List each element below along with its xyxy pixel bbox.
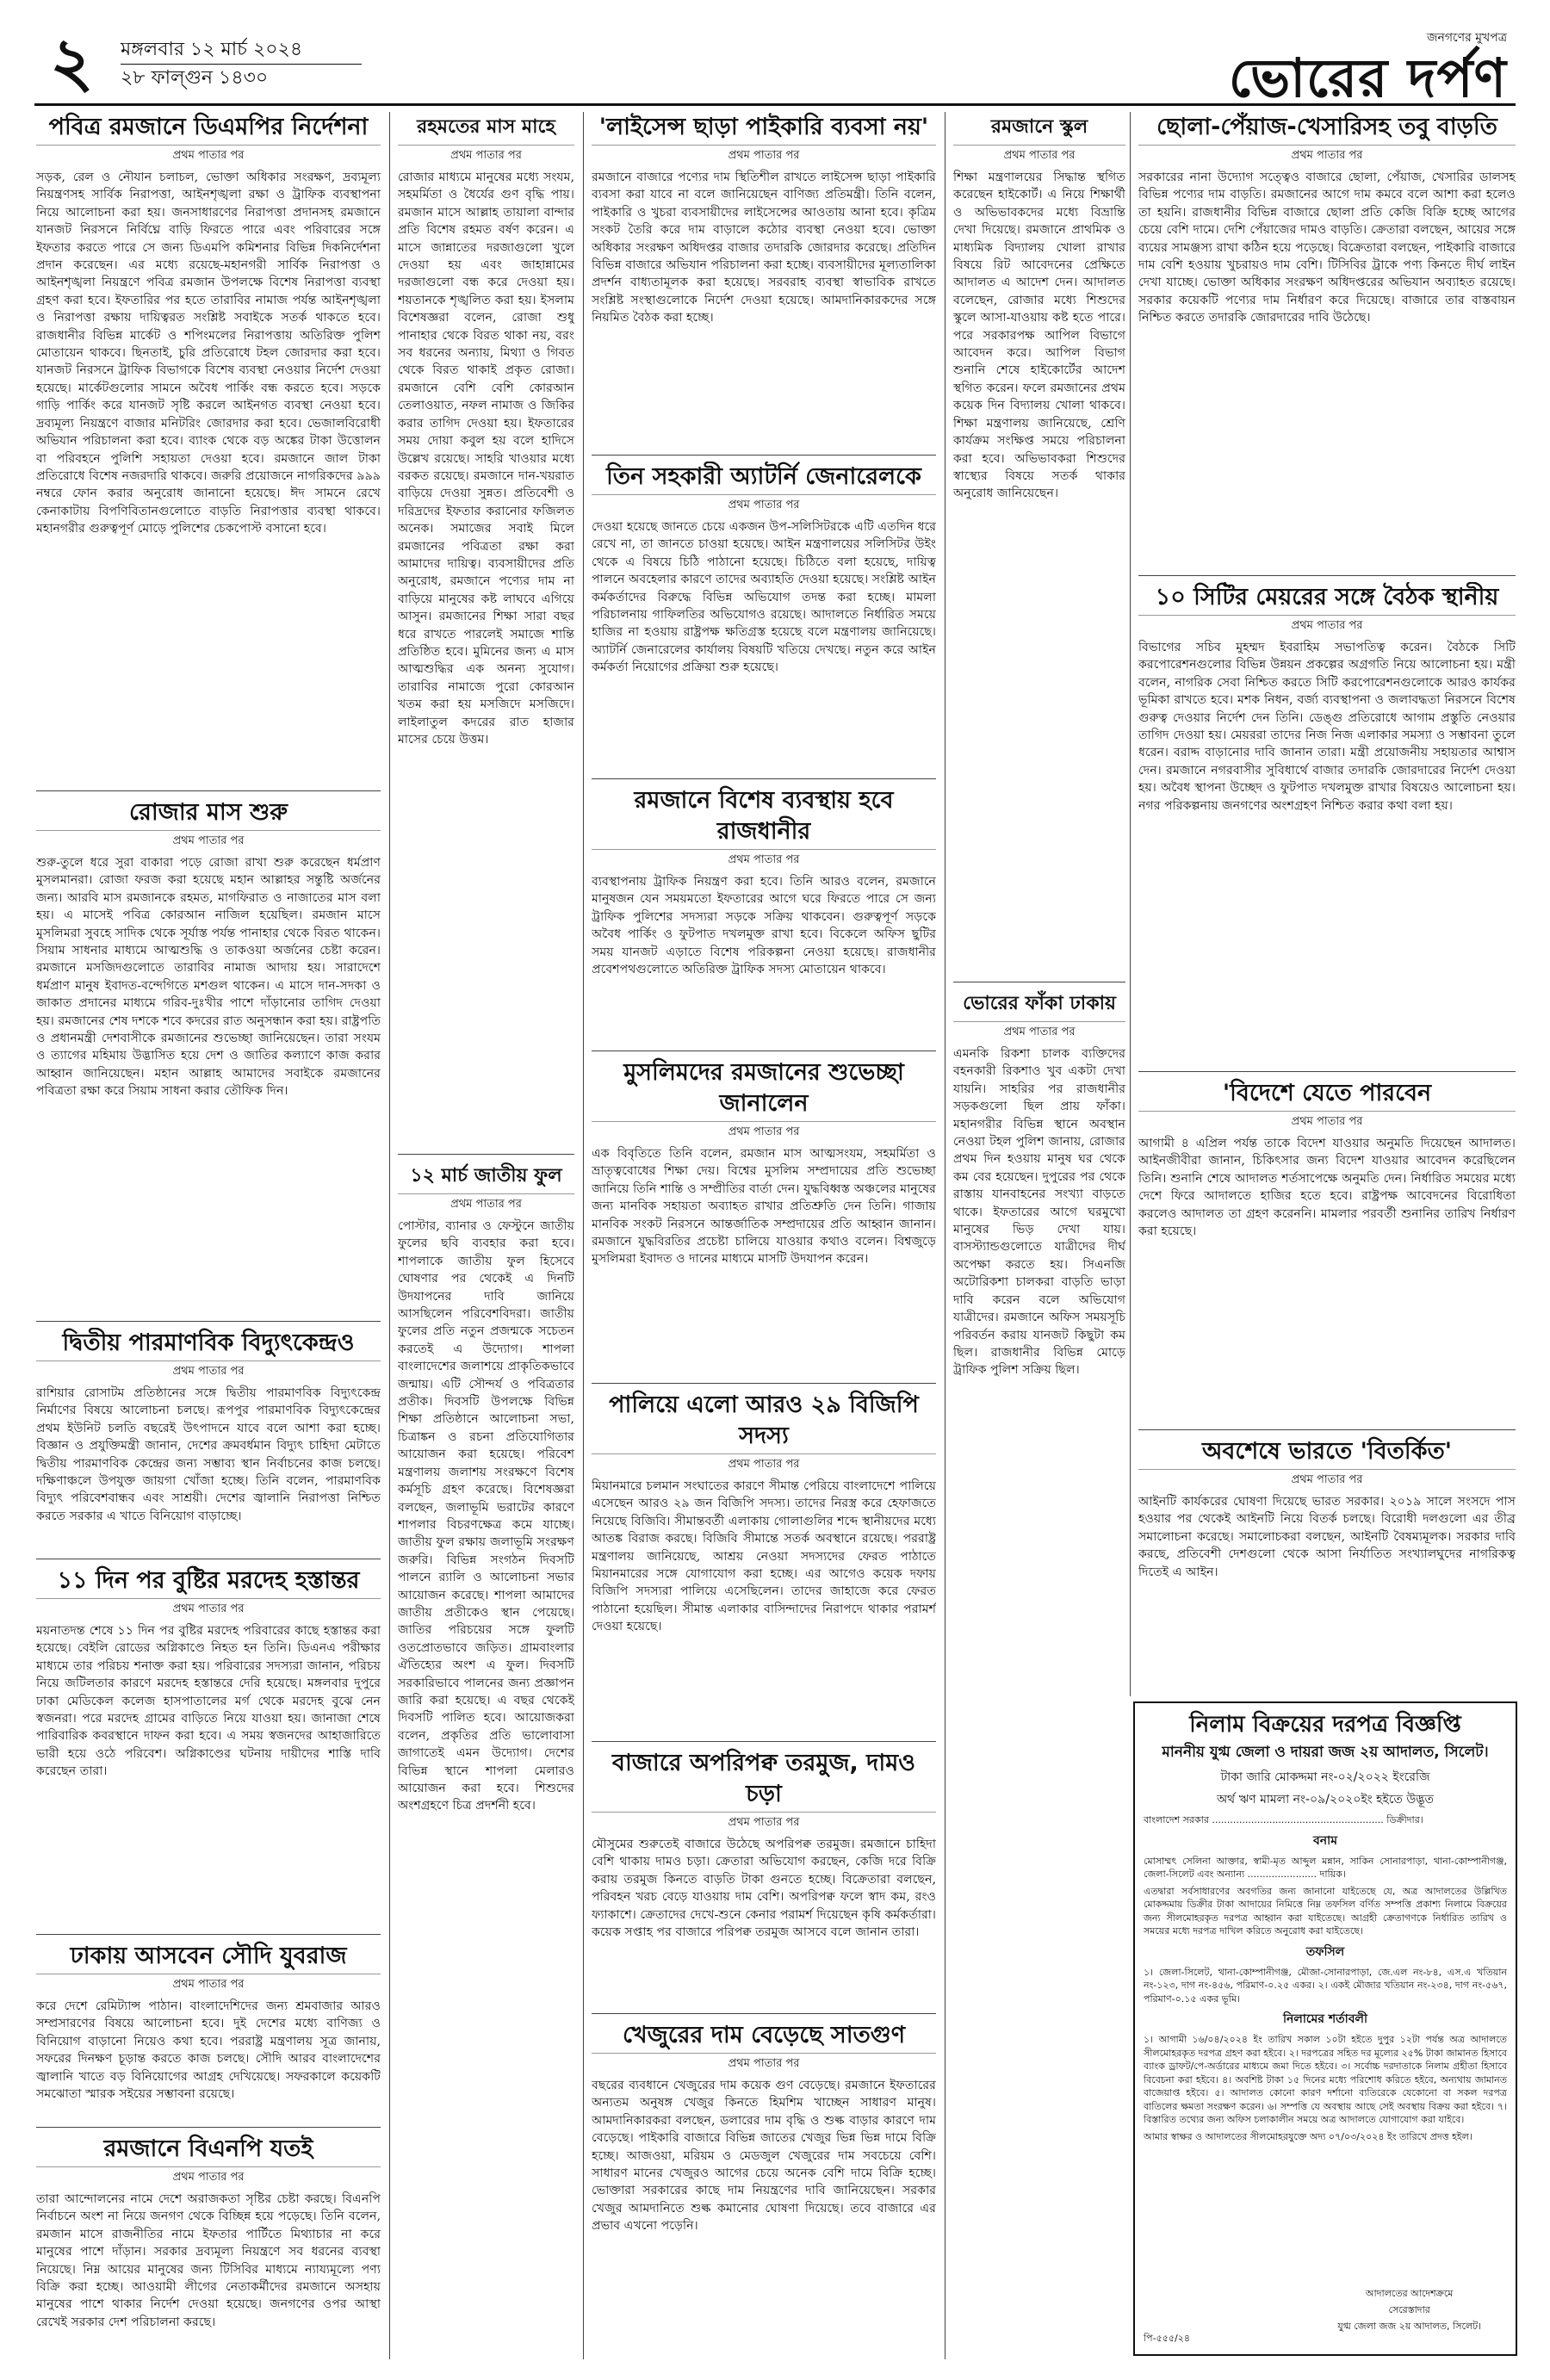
article-watermelon xyxy=(592,1748,936,2006)
headline: ১১ দিন পর বুষ্টির মরদেহ হস্তান্তর xyxy=(36,1565,381,1599)
continued-label: প্রথম পাতার পর xyxy=(172,149,245,162)
auction-notice xyxy=(1133,1701,1517,2356)
headline: 'বিদেশে যেতে পারবেন xyxy=(1138,1078,1516,1112)
article-license-wholesale xyxy=(592,112,936,448)
headline: 'লাইসেন্স ছাড়া পাইকারি ব্যবসা নয়' xyxy=(592,112,936,146)
notice-schedule-title: তফসিল xyxy=(1305,1944,1345,1959)
article-travel-abroad xyxy=(1138,1078,1516,1422)
article-body: বছরের ব্যবধানে খেজুরের দাম কয়েক গুণ বেড়েছে। রমজানে ইফতারের অন্যতম অনুষঙ্গ খেজুর কিনতে হিমশিম খাচ্ছেন সাধারণ মানুষ। আমদানিকারকরা বলছেন, ডলারের দাম বৃদ্ধি ও শুল্ক বাড়ার কারণে দাম বেড়েছে। পাইকারি বাজারে বিভিন্ন জাতের খেজুর ভিন্ন ভিন্ন দামে বিক্রি হচ্ছে। আজওয়া, মরিয়ম ও মেডজুল খেজুরের দাম সবচেয়ে বেশি। সাধারণ মানের খেজুরও আগের চেয়ে অনেক বেশি দামে বিক্রি হচ্ছে। ভোক্তারা সরকারের কাছে দাম নিয়ন্ত্রণের দাবি জানিয়েছেন। সরকার খেজুর আমদানিতে শুল্ক কমানোর ঘোষণা দিয়েছে। তবে বাজারে এর প্রভাব এখনো পড়েনি। xyxy=(592,2079,936,2234)
headline: রমজানে স্কুল xyxy=(953,112,1125,146)
article-body: মিয়ানমারে চলমান সংঘাতের কারণে সীমান্ত পেরিয়ে বাংলাদেশে পালিয়ে এসেছেন আরও ২৯ জন বিজিপি সদস্য। তাদের নিরস্ত্র করে হেফাজতে নিয়েছে বিজিবি। সীমান্তবর্তী এলাকায় গোলাগুলির শব্দে স্থানীয়দের মধ্যে আতঙ্ক বিরাজ করছে। বিজিবি সীমান্তে সতর্ক অবস্থানে রয়েছে। পররাষ্ট্র মন্ত্রণালয় জানিয়েছে, আশ্রয় নেওয়া সদস্যদের ফেরত পাঠাতে মিয়ানমারের সঙ্গে যোগাযোগ করা হচ্ছে। এর আগেও কয়েক দফায় বিজিপি সদস্যরা পালিয়ে এসেছিলেন। তাদের জাহাজে করে ফেরত পাঠানো হয়েছিল। সীমান্ত এলাকার বাসিন্দাদের নিরাপদে থাকার পরামর্শ দেওয়া হয়েছে। xyxy=(592,1479,936,1634)
article-body: রমজানে বাজারে পণ্যের দাম স্থিতিশীল রাখতে লাইসেন্স ছাড়া পাইকারি ব্যবসা করা যাবে না বলে জানিয়েছেন বাণিজ্য প্রতিমন্ত্রী। তিনি বলেন, পাইকারি ও খুচরা ব্যবসায়ীদের লাইসেন্সের আওতায় আনা হবে। কৃত্রিম সংকট তৈরি করে দাম বাড়ালে কঠোর ব্যবস্থা নেওয়া হবে। ভোক্তা অধিকার সংরক্ষণ অধিদপ্তর বাজার তদারকি জোরদার করেছে। প্রতিদিন বিভিন্ন বাজারে অভিযান পরিচালনা করা হচ্ছে। ব্যবসায়ীদের মূল্যতালিকা প্রদর্শন বাধ্যতামূলক করা হয়েছে। সরবরাহ ব্যবস্থা স্বাভাবিক রাখতে সংশ্লিষ্ট সংস্থাগুলোকে নির্দেশ দেওয়া হয়েছে। আমদানিকারকদের সঙ্গে নিয়মিত বৈঠক করা হচ্ছে। xyxy=(592,170,936,325)
headline: পালিয়ে এলো আরও ২৯ বিজিপি সদস্য xyxy=(592,1390,936,1454)
continued-label: প্রথম পাতার পর xyxy=(172,1365,245,1378)
article-national-flower xyxy=(398,1161,574,2358)
headline: দ্বিতীয় পারমাণবিক বিদ্যুৎকেন্দ্রও xyxy=(36,1328,381,1361)
continued-label: প্রথম পাতার পর xyxy=(172,1602,245,1615)
date-bangla: ২৮ ফাল্গুন ১৪৩০ xyxy=(121,67,269,89)
continued-label: প্রথম পাতার পর xyxy=(1291,1473,1363,1486)
notice-party: বাংলাদেশ সরকার ......................................................... ডিক্রীদার। xyxy=(1144,1814,1423,1825)
notice-conditions-title: নিলামের শর্তাবলী xyxy=(1283,2012,1367,2026)
article-bgp-members xyxy=(592,1390,936,1734)
article-roza-month xyxy=(36,797,381,1314)
article-ramadan-school xyxy=(953,112,1125,973)
masthead-name: ভোরের দর্পণ xyxy=(1228,46,1507,109)
article-chickpea-onion xyxy=(1138,112,1516,568)
article-body: করে দেশে রেমিট্যান্স পাঠান। বাংলাদেশিদের জন্য শ্রমবাজার আরও সম্প্রসারণের বিষয়ে আলোচনা হবে। দুই দেশের মধ্যে বাণিজ্য ও বিনিয়োগ বাড়ানো নিয়েও কথা হবে। পররাষ্ট্র মন্ত্রণালয় সূত্র জানায়, সফরের দিনক্ষণ চূড়ান্ত করতে কাজ চলছে। সৌদি আরব বাংলাদেশের জ্বালানি খাতে বড় বিনিয়োগের আগ্রহ দেখিয়েছে। সফরকালে কয়েকটি সমঝোতা স্মারক সইয়ের সম্ভাবনা রয়েছে। xyxy=(36,1999,381,2102)
article-body: আইনটি কার্যকরের ঘোষণা দিয়েছে ভারত সরকার। ২০১৯ সালে সংসদে পাস হওয়ার পর থেকেই আইনটি নিয়ে বিতর্ক চলছে। বিরোধী দলগুলো এর তীব্র সমালোচনা করেছে। সমালোচকরা বলছেন, আইনটি বৈষম্যমূলক। সরকার দাবি করছে, প্রতিবেশী দেশগুলো থেকে আসা নির্যাতিত সংখ্যালঘুদের নাগরিকত্ব দিতেই এ আইন। xyxy=(1138,1495,1516,1579)
signatory-role: সেরেস্তাদার xyxy=(1388,2304,1430,2315)
article-body: মৌসুমের শুরুতেই বাজারে উঠেছে অপরিপক্ব তরমুজ। রমজানে চাহিদা বেশি থাকায় দামও চড়া। ক্রেতারা অভিযোগ করছেন, কেজি দরে বিক্রি করায় তরমুজ কিনতে বাড়তি টাকা গুনতে হচ্ছে। বিক্রেতারা বলছেন, পরিবহন খরচ বেড়ে যাওয়ায় দাম বেশি। অপরিপক্ব ফলে স্বাদ কম, রংও ফ্যাকাশে। ক্রেতাদের দেখে-শুনে কেনার পরামর্শ দিয়েছেন কৃষি কর্মকর্তারা। কয়েক সপ্তাহ পর বাজারে পরিপক্ব তরমুজ আসবে বলে জানান তারা। xyxy=(592,1838,936,1940)
headline: রহমতের মাস মাহে xyxy=(398,112,574,146)
article-india-controversial xyxy=(1138,1436,1516,1695)
notice-conditions: ১। আগামী ১৬/০৪/২০২৪ ইং তারিখ সকাল ১০টা হইতে দুপুর ১২টা পর্যন্ত অত্র আদালতে সীলমোহরকৃত দরপত্র গ্রহণ করা হইবে। ২। দরপত্রের সহিত দর মূল্যের ২৫% টাকা জামানত হিসাবে ব্যাংক ড্রাফট/পে-অর্ডারের মাধ্যমে জমা দিতে হইবে। ৩। সর্বোচ্চ দরদাতাকে নিলাম গ্রহীতা হিসাবে বিবেচনা করা হইবে। ৪। অবশিষ্ট টাকা ১৫ দিনের মধ্যে পরিশোধ করিতে হইবে, অন্যথায় জামানত বাজেয়াপ্ত হইবে। ৫। আদালত কোনো কারণ দর্শানো ব্যতিরেকে যেকোনো বা সকল দরপত্র বাতিলের ক্ষমতা সংরক্ষণ করেন। ৬। সম্পত্তি যে অবস্থায় আছে সেই অবস্থায় বিক্রয় করা হইবে। ৭। বিস্তারিত তথ্যের জন্য অফিস চলাকালীন সময়ে অত্র আদালতে যোগাযোগ করা যাইবে। xyxy=(1144,2034,1507,2125)
article-capital-traffic xyxy=(592,785,936,1044)
article-body: বিভাগের সচিব মুহম্মদ ইবরাহিম সভাপতিত্ব করেন। বৈঠকে সিটি করপোরেশনগুলোর বিভিন্ন উন্নয়ন প্রকল্পের অগ্রগতি নিয়ে আলোচনা হয়। মন্ত্রী বলেন, নাগরিক সেবা নিশ্চিত করতে সিটি করপোরেশনগুলোকে আরও কার্যকর ভূমিকা রাখতে হবে। মশক নিধন, বর্জ্য ব্যবস্থাপনা ও জলাবদ্ধতা নিরসনে বিশেষ গুরুত্ব দেওয়ার নির্দেশ দেন তিনি। ডেঙ্গু প্রতিরোধে আগাম প্রস্তুতি নেওয়ার তাগিদ দেওয়া হয়। মেয়ররা তাদের নিজ নিজ এলাকার সমস্যা ও সম্ভাবনা তুলে ধরেন। বরাদ্দ বাড়ানোর দাবি জানান তারা। মন্ত্রী প্রয়োজনীয় সহায়তার আশ্বাস দেন। রমজানে নগরবাসীর সুবিধার্থে বাজার তদারকি জোরদারের নির্দেশ দেওয়া হয়। অবৈধ স্থাপনা উচ্ছেদ ও ফুটপাত দখলমুক্ত রাখার বিষয়েও আলোচনা হয়। নগর পরিকল্পনায় জনগণের অংশগ্রহণ নিশ্চিত করার কথা বলা হয়। xyxy=(1138,641,1516,813)
headline: রমজানে বিশেষ ব্যবস্থায় হবে রাজধানীর xyxy=(592,785,936,850)
continued-label: প্রথম পাতার পর xyxy=(1003,149,1076,162)
article-city-mayors xyxy=(1138,582,1516,1064)
notice-case-line-1: টাকা জারি মোকদ্দমা নং-০২/২০২২ ইংরেজি xyxy=(1220,1770,1430,1784)
date-gregorian: মঙ্গলবার ১২ মার্চ ২০২৪ xyxy=(121,36,362,65)
masthead-tagline: জনগণের মুখপত্র xyxy=(1426,31,1507,45)
headline: ১০ সিটির মেয়রের সঙ্গে বৈঠক স্থানীয় xyxy=(1138,582,1516,616)
headline: বাজারে অপরিপক্ব তরমুজ, দামও চড়া xyxy=(592,1748,936,1813)
notice-title: নিলাম বিক্রয়ের দরপত্র বিজ্ঞপ্তি xyxy=(1189,1712,1461,1738)
article-body: দেওয়া হয়েছে জানতে চেয়ে একজন উপ-সলিসিটরকে এটি এতদিন ধরে রেখে না, তা জানতে চাওয়া হয়েছে। আইন মন্ত্রণালয়ের সলিসিটর উইং থেকে এ বিষয়ে চিঠি পাঠানো হয়েছে। চিঠিতে বলা হয়েছে, দায়িত্ব পালনে অবহেলার কারণে তাদের অব্যাহতি দেওয়া হয়েছে। সংশ্লিষ্ট আইন কর্মকর্তাদের বিরুদ্ধে বিভিন্ন অভিযোগ তদন্ত করা হচ্ছে। মামলা পরিচালনায় গাফিলতির অভিযোগও রয়েছে। আদালতে নির্ধারিত সময়ে হাজির না হওয়ায় রাষ্ট্রপক্ষ ক্ষতিগ্রস্ত হয়েছে বলে মন্ত্রণালয় জানিয়েছে। অ্যাটর্নি জেনারেলের কার্যালয় বিষয়টি খতিয়ে দেখছে। নতুন করে আইন কর্মকর্তা নিয়োগের প্রক্রিয়া শুরু হয়েছে। xyxy=(592,520,936,675)
article-body: পোস্টার, ব্যানার ও ফেস্টুনে জাতীয় ফুলের ছবি ব্যবহার করা হবে। শাপলাকে জাতীয় ফুল হিসেবে ঘোষণার পর থেকেই এ দিনটি উদযাপনের দাবি জানিয়ে আসছিলেন পরিবেশবিদরা। জাতীয় ফুলের প্রতি নতুন প্রজন্মকে সচেতন করতেই এ উদ্যোগ। শাপলা বাংলাদেশের জলাশয়ে প্রাকৃতিকভাবে জন্মায়। এটি সৌন্দর্য ও পবিত্রতার প্রতীক। দিবসটি উপলক্ষে বিভিন্ন শিক্ষা প্রতিষ্ঠানে আলোচনা সভা, চিত্রাঙ্কন ও রচনা প্রতিযোগিতার আয়োজন করা হয়েছে। পরিবেশ মন্ত্রণালয় জলাশয় সংরক্ষণে বিশেষ কর্মসূচি গ্রহণ করেছে। বিশেষজ্ঞরা বলছেন, জলাভূমি ভরাটের কারণে শাপলার বিচরণক্ষেত্র কমে যাচ্ছে। জাতীয় ফুল রক্ষায় জলাভূমি সংরক্ষণ জরুরি। বিভিন্ন সংগঠন দিবসটি পালনে র‍্যালি ও আলোচনা সভার আয়োজন করেছে। শাপলা আমাদের জাতীয় প্রতীকেও স্থান পেয়েছে। জাতির পরিচয়ের সঙ্গে ফুলটি ওতপ্রোতভাবে জড়িত। গ্রামবাংলার ঐতিহ্যের অংশ এ ফুল। দিবসটি সরকারিভাবে পালনের জন্য প্রজ্ঞাপন জারি করা হয়েছে। এ বছর থেকেই দিবসটি পালিত হবে। আয়োজকরা বলেন, প্রকৃতির প্রতি ভালোবাসা জাগাতেই এমন উদ্যোগ। দেশের বিভিন্ন স্থানে শাপলা মেলারও আয়োজন করা হবে। শিশুদের অংশগ্রহণে চিত্র প্রদর্শনী হবে। xyxy=(398,1219,574,1813)
article-body: ময়নাতদন্ত শেষে ১১ দিন পর বুষ্টির মরদেহ পরিবারের কাছে হস্তান্তর করা হয়েছে। বেইলি রোডের অগ্নিকাণ্ডে নিহত হন তিনি। ডিএনএ পরীক্ষার মাধ্যমে তার পরিচয় শনাক্ত করা হয়। পরিবারের সদস্যরা জানান, পরিচয় নিয়ে জটিলতার কারণে মরদেহ হস্তান্তরে দেরি হয়েছে। মঙ্গলবার দুপুরে ঢাকা মেডিকেল কলেজ হাসপাতালের মর্গ থেকে মরদেহ বুঝে নেন স্বজনরা। পরে মরদেহ গ্রামের বাড়িতে নিয়ে যাওয়া হয়। জানাজা শেষে পারিবারিক কবরস্থানে দাফন করা হবে। এ সময় স্বজনদের আহাজারিতে ভারী হয়ে ওঠে পরিবেশ। অগ্নিকাণ্ডের ঘটনায় দায়ীদের শাস্তি দাবি করেছেন তারা। xyxy=(36,1624,381,1779)
headline: তিন সহকারী অ্যাটর্নি জেনারেলকে xyxy=(592,462,936,495)
article-body: শুরু-তুলে ধরে সুরা বাকারা পড়ে রোজা রাখা শুরু করেছেন ধর্মপ্রাণ মুসলমানরা। রোজা ফরজ করা হয়েছে মহান আল্লাহর সন্তুষ্টি অর্জনের জন্য। আরবি মাস রমজানকে রহমত, মাগফিরাত ও নাজাতের মাস বলা হয়। এ মাসেই পবিত্র কোরআন নাজিল হয়েছিল। রমজান মাসে মুসলিমরা সুবহে সাদিক থেকে সূর্যাস্ত পর্যন্ত পানাহার থেকে বিরত থাকেন। সিয়াম সাধনার মাধ্যমে আত্মশুদ্ধি ও তাকওয়া অর্জনের চেষ্টা করেন। রমজানে মসজিদগুলোতে তারাবির নামাজ আদায় হয়। সারাদেশে ধর্মপ্রাণ মানুষ ইবাদত-বন্দেগিতে মশগুল থাকেন। এ মাসে দান-সদকা ও জাকাত প্রদানের মাধ্যমে গরিব-দুঃখীর পাশে দাঁড়ানোর তাগিদ দেওয়া হয়। রমজানের শেষ দশকে শবে কদরের রাত অনুসন্ধান করা হয়। রাষ্ট্রপতি ও প্রধানমন্ত্রী দেশবাসীকে রমজানের শুভেচ্ছা জানিয়েছেন। তারা সংযম ও ত্যাগের মহিমায় উদ্ভাসিত হয়ে দেশ ও জাতির কল্যাণে কাজ করার আহ্বান জানিয়েছেন। মহান আল্লাহ আমাদের সবাইকে রমজানের পবিত্রতা রক্ষা করে সিয়াম সাধনা করার তৌফিক দিন। xyxy=(36,856,381,1099)
continued-label: প্রথম পাতার পর xyxy=(172,2171,245,2184)
continued-label: প্রথম পাতার পর xyxy=(1291,149,1363,162)
article-empty-dhaka xyxy=(953,989,1125,1695)
article-attorney-general xyxy=(592,462,936,772)
masthead-logo xyxy=(1229,28,1507,108)
article-body: তারা আন্দোলনের নামে দেশে অরাজকতা সৃষ্টির চেষ্টা করছে। বিএনপি নির্বাচনে অংশ না নিয়ে জনগণ থেকে বিচ্ছিন্ন হয়ে পড়েছে। তিনি বলেন, রমজান মাসে রাজনীতির নামে ইফতার পার্টিতে মিথ্যাচার না করে মানুষের পাশে দাঁড়ান। সরকার দ্রব্যমূল্য নিয়ন্ত্রণে সব ধরনের ব্যবস্থা নিয়েছে। নিম্ন আয়ের মানুষের জন্য টিসিবির মাধ্যমে ন্যায্যমূল্যে পণ্য বিক্রি করা হচ্ছে। আওয়ামী লীগের নেতাকর্মীদের রমজানে অসহায় মানুষের পাশে থাকার নির্দেশ দেওয়া হয়েছে। জনগণের ওপর আস্থা রেখেই সরকার দেশ পরিচালনা করছে। xyxy=(36,2192,381,2329)
continued-label: প্রথম পাতার পর xyxy=(728,149,800,162)
headline: মুসলিমদের রমজানের শুভেচ্ছা জানালেন xyxy=(592,1057,936,1122)
article-rahmat-month xyxy=(398,112,574,1145)
notice-text: এতদ্বারা সর্বসাধারণের অবগতির জন্য জানানো যাইতেছে যে, অত্র আদালতের উল্লিখিত মোকদ্দমায় ডিক্রীর টাকা আদায়ের নিমিত্তে নিম্ন তফসিল বর্ণিত সম্পত্তি প্রকাশ্য নিলামে বিক্রয়ের জন্য সীলমোহরকৃত দরপত্র আহ্বান করা যাইতেছে। আগ্রহী ক্রেতাগণকে নির্ধারিত তারিখ ও সময়ের মধ্যে দরপত্র দাখিল করিতে অনুরোধ করা যাইতেছে। xyxy=(1144,1885,1507,1937)
article-body: শিক্ষা মন্ত্রণালয়ের সিদ্ধান্ত স্থগিত করেছেন হাইকোর্ট। এ নিয়ে শিক্ষার্থী ও অভিভাবকদের মধ্যে বিভ্রান্তি দেখা দিয়েছে। রমজানে প্রাথমিক ও মাধ্যমিক বিদ্যালয় খোলা রাখার বিষয়ে রিট আবেদনের প্রেক্ষিতে আদালত এ আদেশ দেন। আদালত বলেছেন, রোজার মধ্যে শিশুদের স্কুলে আসা-যাওয়ায় কষ্ট হতে পারে। পরে সরকারপক্ষ আপিল বিভাগে আবেদন করে। আপিল বিভাগ শুনানি শেষে হাইকোর্টের আদেশ স্থগিত করেন। ফলে রমজানের প্রথম কয়েক দিন বিদ্যালয় খোলা থাকবে। শিক্ষা মন্ত্রণালয় জানিয়েছে, শ্রেণি কার্যক্রম সংক্ষিপ্ত সময়ে পরিচালনা করা হবে। অভিভাবকরা শিশুদের স্বাস্থ্যের বিষয়ে সতর্ক থাকার অনুরোধ জানিয়েছেন। xyxy=(953,170,1125,501)
article-body: সরকারের নানা উদ্যোগ সত্ত্বেও বাজারে ছোলা, পেঁয়াজ, খেসারির ডালসহ বিভিন্ন পণ্যের দাম বাড়তি। রমজানের আগে দাম কমবে বলে আশা করা হলেও তা হয়নি। রাজধানীর বিভিন্ন বাজারে ছোলা প্রতি কেজি বিক্রি হচ্ছে আগের চেয়ে বেশি দামে। দেশি পেঁয়াজের দামও বাড়তি। ক্রেতারা বলছেন, আয়ের সঙ্গে ব্যয়ের সামঞ্জস্য রাখা কঠিন হয়ে পড়েছে। বিক্রেতারা বলছেন, পাইকারি বাজারে দাম বেশি হওয়ায় খুচরায়ও দাম বেশি। টিসিবির ট্রাকে পণ্য কিনতে দীর্ঘ লাইন দেখা যাচ্ছে। ভোক্তা অধিকার সংরক্ষণ অধিদপ্তরের অভিযান অব্যাহত রয়েছে। সরকার কয়েকটি পণ্যের দাম নির্ধারণ করে দিয়েছে। বাজারে তার বাস্তবায়ন নিশ্চিত করতে তদারকি জোরদারের দাবি উঠেছে। xyxy=(1138,170,1516,325)
article-body: ব্যবস্থাপনায় ট্রাফিক নিয়ন্ত্রণ করা হবে। তিনি আরও বলেন, রমজানে মানুষজন যেন সময়মতো ইফতারের আগে ঘরে ফিরতে পারে সে জন্য ট্রাফিক পুলিশের সদস্যরা সড়কে সক্রিয় থাকবেন। গুরুত্বপূর্ণ সড়কে অবৈধ পার্কিং ও ফুটপাত দখলমুক্ত রাখা হবে। বিকেলে অফিস ছুটির সময় যানজট এড়াতে বিশেষ পরিকল্পনা নেওয়া হয়েছে। রাজধানীর প্রবেশপথগুলোতে অতিরিক্ত ট্রাফিক সদস্য মোতায়েন থাকবে। xyxy=(592,875,936,977)
signatory-court: যুগ্ম জেলা জজ ২য় আদালত, সিলেট। xyxy=(1337,2321,1481,2332)
notice-court: মাননীয় যুগ্ম জেলা ও দায়রা জজ ২য় আদালত, সিলেট। xyxy=(1162,1744,1489,1761)
signatory-title: আদালতের আদেশক্রমে xyxy=(1365,2288,1454,2299)
notice-defendant: মোসাম্মৎ সেলিনা আক্তার, স্বামী-মৃত আব্দুল মন্নান, সাকিন সোনারপাড়া, থানা-কোম্পানীগঞ্জ, জেলা-সিলেট এবং অন্যান্য ....................... দায়িক। xyxy=(1144,1855,1507,1880)
headline: রমজানে বিএনপি যতই xyxy=(36,2134,381,2167)
continued-label: প্রথম পাতার পর xyxy=(728,853,800,866)
article-body: আগামী ৪ এপ্রিল পর্যন্ত তাকে বিদেশ যাওয়ার অনুমতি দিয়েছেন আদালত। আইনজীবীরা জানান, চিকিৎসার জন্য বিদেশ যাওয়ার আবেদন করেছিলেন তিনি। শুনানি শেষে আদালত শর্তসাপেক্ষে অনুমতি দেন। নির্ধারিত সময়ের মধ্যে দেশে ফিরে আদালতে হাজির হতে হবে। রাষ্ট্রপক্ষ আবেদনের বিরোধিতা করলেও আদালত তা গ্রহণ করেননি। মামলার পরবর্তী শুনানির তারিখ নির্ধারণ করা হয়েছে। xyxy=(1138,1137,1516,1239)
headline: ভোরের ফাঁকা ঢাকায় xyxy=(953,989,1125,1022)
notice-footer-date: আমার স্বাক্ষর ও আদালতের সীলমোহরযুক্তে অদ্য ০৭/০৩/২০২৪ ইং তারিখে প্রদত্ত হইল। xyxy=(1144,2130,1472,2142)
continued-label: প্রথম পাতার পর xyxy=(728,1125,800,1138)
page-number: ২ xyxy=(50,24,94,102)
continued-label: প্রথম পাতার পর xyxy=(172,1978,245,1991)
continued-label: প্রথম পাতার পর xyxy=(728,2057,800,2070)
continued-label: প্রথম পাতার পর xyxy=(1291,1115,1363,1128)
headline: ঢাকায় আসবেন সৌদি যুবরাজ xyxy=(36,1941,381,1974)
article-bnp-ramadan xyxy=(36,2134,381,2359)
article-saudi-prince xyxy=(36,1941,381,2122)
article-body-handover xyxy=(36,1565,381,1927)
headline: অবশেষে ভারতে 'বিতর্কিত' xyxy=(1138,1436,1516,1470)
notice-code: পি-৫৫৫/২৪ xyxy=(1144,2333,1190,2344)
issue-dates xyxy=(121,36,362,92)
continued-label: প্রথম পাতার পর xyxy=(728,499,800,511)
notice-schedule: ১। জেলা-সিলেট, থানা-কোম্পানীগঞ্জ, মৌজা-সোনারপাড়া, জে.এল নং-৮৪, এস.এ খতিয়ান নং-১২৩, দাগ নং-৪৫৬, পরিমাণ-০.২৫ একর। ২। একই মৌজার খতিয়ান নং-২৩৪, দাগ নং-৫৬৭, পরিমাণ-০.১৫ একর ভূমি। xyxy=(1144,1966,1507,2005)
headline: রোজার মাস শুরু xyxy=(36,797,381,831)
continued-label: প্রথম পাতার পর xyxy=(450,1198,522,1211)
headline: খেজুরের দাম বেড়েছে সাতগুণ xyxy=(592,2020,936,2054)
headline: ছোলা-পেঁয়াজ-খেসারিসহ তবু বাড়তি xyxy=(1138,112,1516,146)
article-dmp-directives xyxy=(36,112,381,784)
continued-label: প্রথম পাতার পর xyxy=(1003,1026,1076,1038)
continued-label: প্রথম পাতার পর xyxy=(172,834,245,847)
article-dates-price xyxy=(592,2020,936,2358)
article-body: রোজার মাধ্যমে মানুষের মধ্যে সংযম, সহমর্মিতা ও ধৈর্যের গুণ বৃদ্ধি পায়। রমজান মাসে আল্লাহ তায়ালা বান্দার প্রতি বিশেষ রহমত বর্ষণ করেন। এ মাসে জান্নাতের দরজাগুলো খুলে দেওয়া হয় এবং জাহান্নামের দরজাগুলো বন্ধ করে দেওয়া হয়। শয়তানকে শৃঙ্খলিত করা হয়। ইসলাম বিশেষজ্ঞরা বলেন, রোজা শুধু পানাহার থেকে বিরত থাকা নয়, বরং সব ধরনের অন্যায়, মিথ্যা ও গিবত থেকে বিরত থাকাই প্রকৃত রোজা। রমজানে বেশি বেশি কোরআন তেলাওয়াত, নফল নামাজ ও জিকির করার তাগিদ দেওয়া হয়। ইফতারের সময় দোয়া কবুল হয় বলে হাদিসে উল্লেখ রয়েছে। সাহরি খাওয়ার মধ্যে বরকত রয়েছে। রমজানে দান-খয়রাত বাড়িয়ে দেওয়া সুন্নত। প্রতিবেশী ও দরিদ্রদের ইফতার করানোর ফজিলত অনেক। সমাজের সবাই মিলে রমজানের পবিত্রতা রক্ষা করা আমাদের দায়িত্ব। ব্যবসায়ীদের প্রতি অনুরোধ, রমজানে পণ্যের দাম না বাড়িয়ে মানুষের কষ্ট লাঘবে এগিয়ে আসুন। রমজানের শিক্ষা সারা বছর ধরে রাখতে পারলেই সমাজে শান্তি প্রতিষ্ঠিত হবে। মুমিনের জন্য এ মাস আত্মশুদ্ধির এক অনন্য সুযোগ। তারাবির নামাজে পুরো কোরআন খতম করা হয় মসজিদে মসজিদে। লাইলাতুল কদরের রাত হাজার মাসের চেয়ে উত্তম। xyxy=(398,170,574,747)
notice-case-line-2: অর্থ ঋণ মামলা নং-০৯/২০২০ইং হইতে উদ্ভূত xyxy=(1216,1793,1435,1807)
article-body: রাশিয়ার রোসাটম প্রতিষ্ঠানের সঙ্গে দ্বিতীয় পারমাণবিক বিদ্যুৎকেন্দ্র নির্মাণের বিষয়ে আলোচনা চলছে। রূপপুর পারমাণবিক বিদ্যুৎকেন্দ্রের প্রথম ইউনিট চলতি বছরেই উৎপাদনে যাবে বলে আশা করা হচ্ছে। বিজ্ঞান ও প্রযুক্তিমন্ত্রী জানান, দেশের ক্রমবর্ধমান বিদ্যুৎ চাহিদা মেটাতে দ্বিতীয় পারমাণবিক কেন্দ্রের জন্য সম্ভাব্য স্থান নির্বাচনের কাজ চলছে। দক্ষিণাঞ্চলে উপযুক্ত জায়গা খোঁজা হচ্ছে। তিনি বলেন, পারমাণবিক বিদ্যুৎ পরিবেশবান্ধব এবং সাশ্রয়ী। দেশের জ্বালানি নিরাপত্তা নিশ্চিত করতে সরকার এ খাতে বিনিয়োগ বাড়াচ্ছে। xyxy=(36,1386,381,1523)
continued-label: প্রথম পাতার পর xyxy=(728,1458,800,1471)
article-ramadan-greetings xyxy=(592,1057,936,1376)
article-body: সড়ক, রেল ও নৌযান চলাচল, ভোক্তা অধিকার সংরক্ষণ, দ্রব্যমূল্য নিয়ন্ত্রণসহ সার্বিক নিরাপত্তা, আইনশৃঙ্খলা রক্ষা ও ট্রাফিক ব্যবস্থাপনা নিয়ে আলোচনা করা হয়। জনসাধারণের নিরাপত্তা প্রদানসহ রমজানে যানজট নিরসনে নির্বিঘ্নে বাড়ি ফিরতে পারে এবং পরিবারের সঙ্গে ইফতার করতে পারে সে জন্য ডিএমপি কমিশনার বিভিন্ন দিকনির্দেশনা প্রদান করেছেন। এর মধ্যে রয়েছে-মহানগরী সার্বিক নিরাপত্তা ও আইনশৃঙ্খলা নিয়ন্ত্রণে পবিত্র রমজান উপলক্ষে বিশেষ নিরাপত্তা ব্যবস্থা গ্রহণ করা হবে। ইফতারির পর হতে তারাবির নামাজ পর্যন্ত আইনশৃঙ্খলা ও নিরাপত্তা রক্ষায় দায়িত্বরত সংশ্লিষ্ট সবাইকে সতর্ক থাকতে হবে। রাজধানীর বিভিন্ন মার্কেট ও শপিংমলের নিরাপত্তায় অতিরিক্ত পুলিশ মোতায়েন থাকবে। ছিনতাই, চুরি প্রতিরোধে টহল জোরদার করা হবে। যানজট নিরসনে ট্রাফিক বিভাগকে বিশেষ ব্যবস্থা নেওয়ার নির্দেশ দেওয়া হয়েছে। মার্কেটগুলোর সামনে অবৈধ পার্কিং বন্ধ করতে হবে। সড়কে গাড়ি পার্কিং করে যানজট সৃষ্টি করলে আইনগত ব্যবস্থা নেওয়া হবে। দ্রব্যমূল্য নিয়ন্ত্রণে বাজার মনিটরিং জোরদার করা হবে। ভেজালবিরোধী অভিযান পরিচালনা করা হবে। ব্যাংক থেকে বড় অঙ্কের টাকা উত্তোলন বা পরিবহনে পুলিশি সহায়তা দেওয়া হবে। রমজানে জাল টাকা প্রতিরোধে বিশেষ নজরদারি থাকবে। জরুরি প্রয়োজনে নাগরিকদের ৯৯৯ নম্বরে ফোন করার অনুরোধ জানানো হয়েছে। ঈদ সামনে রেখে কেনাকাটায় বিপণিবিতানগুলোতে বাড়তি নিরাপত্তার ব্যবস্থা থাকবে। মহানগরীর গুরুত্বপূর্ণ মোড়ে পুলিশের চেকপোস্ট বসানো হবে। xyxy=(36,170,381,536)
article-body: এমনকি রিকশা চালক ব্যক্তিদের বহনকারী রিকশাও খুব একটা দেখা যায়নি। সাহরির পর রাজধানীর সড়কগুলো ছিল প্রায় ফাঁকা। মহানগরীর বিভিন্ন স্থানে অবস্থান নেওয়া টহল পুলিশ জানায়, রোজার প্রথম দিন হওয়ায় মানুষ ঘর থেকে কম বের হয়েছেন। দুপুরের পর থেকে রাস্তায় যানবাহনের সংখ্যা বাড়তে থাকে। ইফতারের আগে ঘরমুখো মানুষের ভিড় দেখা যায়। বাসস্ট্যান্ডগুলোতে যাত্রীদের দীর্ঘ অপেক্ষা করতে হয়। সিএনজি অটোরিকশা চালকরা বাড়তি ভাড়া দাবি করেন বলে অভিযোগ যাত্রীদের। রমজানে অফিস সময়সূচি পরিবর্তন করায় যানজট কিছুটা কম ছিল। রাজধানীর বিভিন্ন মোড়ে ট্রাফিক পুলিশ সক্রিয় ছিল। xyxy=(953,1047,1125,1378)
notice-signatory xyxy=(1337,2286,1481,2335)
continued-label: প্রথম পাতার পর xyxy=(1291,619,1363,632)
headline: পবিত্র রমজানে ডিএমপির নির্দেশনা xyxy=(36,112,381,146)
page-header xyxy=(34,24,1516,109)
notice-versus: বনাম xyxy=(1313,1833,1337,1848)
continued-label: প্রথম পাতার পর xyxy=(450,149,522,162)
article-body: এক বিবৃতিতে তিনি বলেন, রমজান মাস আত্মসংযম, সহমর্মিতা ও ভ্রাতৃত্ববোধের শিক্ষা দেয়। বিশ্বের মুসলিম সম্প্রদায়ের প্রতি শুভেচ্ছা জানিয়ে তিনি শান্তি ও সম্প্রীতির বার্তা দেন। যুদ্ধবিধ্বস্ত অঞ্চলের মানুষের জন্য মানবিক সহায়তা অব্যাহত রাখার প্রতিশ্রুতি দেন তিনি। গাজায় মানবিক সংকট নিরসনে আন্তর্জাতিক সম্প্রদায়ের প্রতি আহ্বান জানান। রমজানে যুদ্ধবিরতির প্রচেষ্টা চালিয়ে যাওয়ার কথাও বলেন। বিশ্বজুড়ে মুসলিমরা ইবাদত ও দানের মাধ্যমে মাসটি উদযাপন করেন। xyxy=(592,1147,936,1267)
article-nuclear-plant xyxy=(36,1328,381,1552)
continued-label: প্রথম পাতার পর xyxy=(728,1816,800,1829)
headline: ১২ মার্চ জাতীয় ফুল xyxy=(398,1161,574,1194)
